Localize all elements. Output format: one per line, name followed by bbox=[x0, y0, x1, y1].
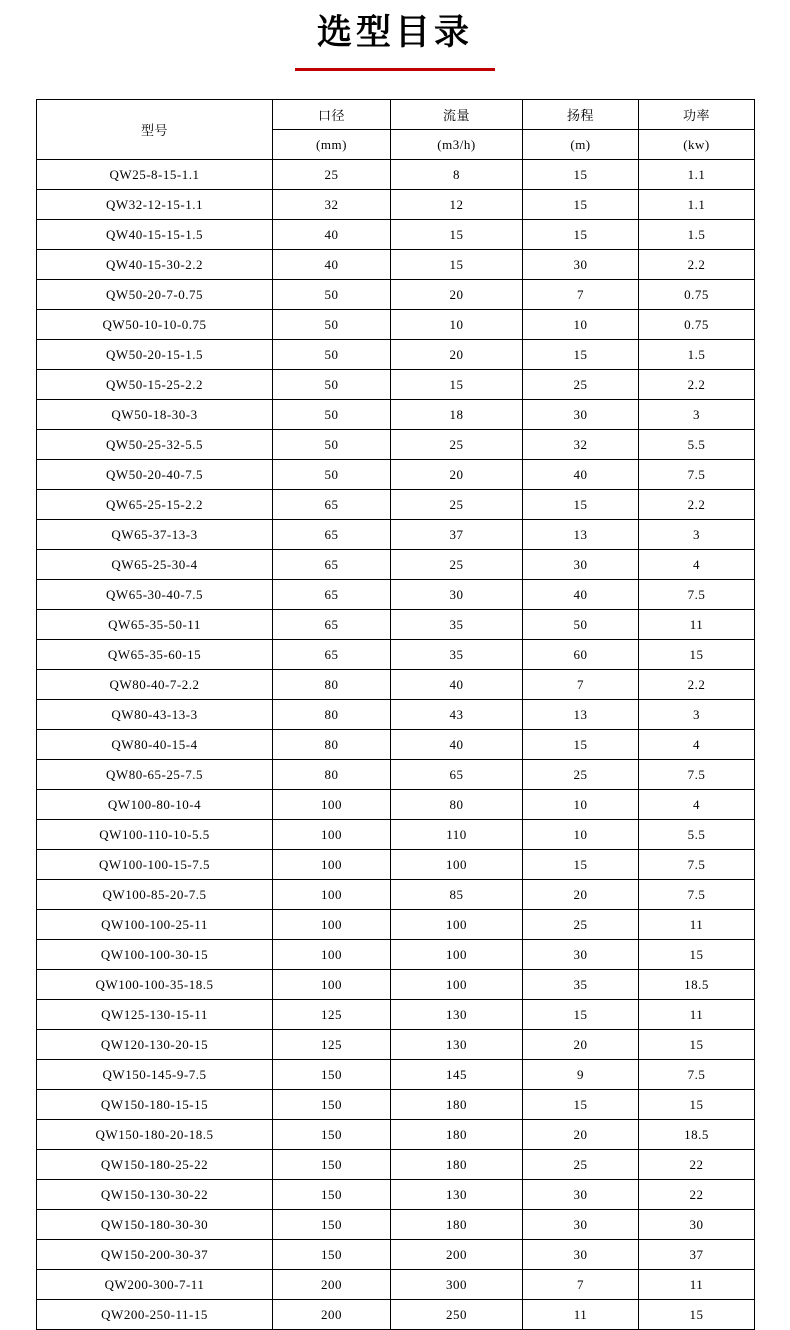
cell-power: 5.5 bbox=[639, 820, 755, 850]
table-row bbox=[37, 220, 755, 250]
cell-flow: 180 bbox=[391, 1210, 523, 1240]
table-head bbox=[37, 100, 755, 160]
cell-power: 7.5 bbox=[639, 580, 755, 610]
cell-power: 7.5 bbox=[639, 1060, 755, 1090]
cell-head: 10 bbox=[523, 820, 639, 850]
cell-flow: 100 bbox=[391, 850, 523, 880]
cell-bore: 65 bbox=[273, 490, 391, 520]
cell-flow: 130 bbox=[391, 1180, 523, 1210]
cell-head: 15 bbox=[523, 190, 639, 220]
cell-power: 11 bbox=[639, 910, 755, 940]
cell-flow: 65 bbox=[391, 760, 523, 790]
table-row bbox=[37, 940, 755, 970]
cell-flow: 20 bbox=[391, 280, 523, 310]
cell-flow: 80 bbox=[391, 790, 523, 820]
cell-power: 11 bbox=[639, 1270, 755, 1300]
cell-model: QW200-300-7-11 bbox=[37, 1270, 273, 1300]
cell-model: QW100-80-10-4 bbox=[37, 790, 273, 820]
cell-model: QW50-20-40-7.5 bbox=[37, 460, 273, 490]
cell-head: 20 bbox=[523, 1030, 639, 1060]
cell-model: QW80-65-25-7.5 bbox=[37, 760, 273, 790]
cell-power: 1.5 bbox=[639, 220, 755, 250]
cell-flow: 180 bbox=[391, 1120, 523, 1150]
cell-bore: 125 bbox=[273, 1030, 391, 1060]
cell-model: QW50-20-7-0.75 bbox=[37, 280, 273, 310]
cell-head: 30 bbox=[523, 400, 639, 430]
cell-flow: 15 bbox=[391, 220, 523, 250]
table-row bbox=[37, 1270, 755, 1300]
cell-power: 15 bbox=[639, 940, 755, 970]
cell-flow: 110 bbox=[391, 820, 523, 850]
cell-head: 7 bbox=[523, 280, 639, 310]
cell-power: 1.1 bbox=[639, 160, 755, 190]
cell-head: 30 bbox=[523, 550, 639, 580]
cell-flow: 15 bbox=[391, 250, 523, 280]
cell-power: 2.2 bbox=[639, 370, 755, 400]
table-row bbox=[37, 580, 755, 610]
table-row bbox=[37, 160, 755, 190]
cell-model: QW100-100-35-18.5 bbox=[37, 970, 273, 1000]
cell-head: 35 bbox=[523, 970, 639, 1000]
cell-power: 18.5 bbox=[639, 1120, 755, 1150]
cell-model: QW125-130-15-11 bbox=[37, 1000, 273, 1030]
cell-head: 15 bbox=[523, 850, 639, 880]
cell-model: QW50-18-30-3 bbox=[37, 400, 273, 430]
cell-flow: 25 bbox=[391, 490, 523, 520]
column-unit-head: (m) bbox=[523, 130, 639, 160]
cell-bore: 150 bbox=[273, 1150, 391, 1180]
table-row bbox=[37, 190, 755, 220]
cell-model: QW40-15-30-2.2 bbox=[37, 250, 273, 280]
cell-head: 40 bbox=[523, 580, 639, 610]
table-body bbox=[37, 160, 755, 1330]
cell-flow: 100 bbox=[391, 940, 523, 970]
cell-head: 30 bbox=[523, 250, 639, 280]
cell-model: QW40-15-15-1.5 bbox=[37, 220, 273, 250]
cell-flow: 35 bbox=[391, 640, 523, 670]
cell-bore: 100 bbox=[273, 880, 391, 910]
table-row bbox=[37, 820, 755, 850]
cell-bore: 80 bbox=[273, 730, 391, 760]
cell-head: 30 bbox=[523, 1240, 639, 1270]
cell-model: QW150-145-9-7.5 bbox=[37, 1060, 273, 1090]
cell-head: 15 bbox=[523, 730, 639, 760]
cell-model: QW50-20-15-1.5 bbox=[37, 340, 273, 370]
cell-bore: 100 bbox=[273, 940, 391, 970]
cell-power: 15 bbox=[639, 640, 755, 670]
cell-power: 0.75 bbox=[639, 280, 755, 310]
column-unit-flow: (m3/h) bbox=[391, 130, 523, 160]
cell-power: 22 bbox=[639, 1150, 755, 1180]
cell-bore: 50 bbox=[273, 310, 391, 340]
specification-table bbox=[36, 99, 755, 1330]
cell-head: 30 bbox=[523, 1210, 639, 1240]
table-row bbox=[37, 400, 755, 430]
cell-flow: 25 bbox=[391, 550, 523, 580]
cell-bore: 150 bbox=[273, 1240, 391, 1270]
cell-flow: 15 bbox=[391, 370, 523, 400]
cell-model: QW100-110-10-5.5 bbox=[37, 820, 273, 850]
cell-model: QW50-25-32-5.5 bbox=[37, 430, 273, 460]
table-row bbox=[37, 730, 755, 760]
table-row bbox=[37, 880, 755, 910]
cell-power: 3 bbox=[639, 400, 755, 430]
table-row bbox=[37, 1030, 755, 1060]
cell-head: 20 bbox=[523, 880, 639, 910]
cell-flow: 12 bbox=[391, 190, 523, 220]
table-row bbox=[37, 790, 755, 820]
column-header-flow: 流量 bbox=[391, 100, 523, 130]
cell-flow: 100 bbox=[391, 970, 523, 1000]
cell-model: QW65-25-30-4 bbox=[37, 550, 273, 580]
cell-bore: 65 bbox=[273, 550, 391, 580]
cell-power: 15 bbox=[639, 1090, 755, 1120]
cell-bore: 100 bbox=[273, 820, 391, 850]
column-header-bore: 口径 bbox=[273, 100, 391, 130]
cell-bore: 50 bbox=[273, 370, 391, 400]
cell-model: QW120-130-20-15 bbox=[37, 1030, 273, 1060]
cell-flow: 250 bbox=[391, 1300, 523, 1330]
cell-head: 20 bbox=[523, 1120, 639, 1150]
cell-power: 3 bbox=[639, 520, 755, 550]
cell-model: QW100-100-25-11 bbox=[37, 910, 273, 940]
table-row bbox=[37, 1300, 755, 1330]
cell-model: QW80-43-13-3 bbox=[37, 700, 273, 730]
cell-bore: 150 bbox=[273, 1120, 391, 1150]
cell-head: 30 bbox=[523, 940, 639, 970]
cell-bore: 200 bbox=[273, 1300, 391, 1330]
cell-head: 32 bbox=[523, 430, 639, 460]
table-row bbox=[37, 760, 755, 790]
table-row bbox=[37, 550, 755, 580]
cell-flow: 180 bbox=[391, 1150, 523, 1180]
cell-bore: 150 bbox=[273, 1180, 391, 1210]
spec-table-wrap bbox=[36, 99, 754, 1330]
cell-head: 15 bbox=[523, 490, 639, 520]
cell-flow: 18 bbox=[391, 400, 523, 430]
column-unit-bore: (mm) bbox=[273, 130, 391, 160]
table-row bbox=[37, 610, 755, 640]
cell-head: 13 bbox=[523, 520, 639, 550]
cell-flow: 43 bbox=[391, 700, 523, 730]
title-underline-rule bbox=[295, 68, 495, 71]
cell-bore: 100 bbox=[273, 910, 391, 940]
table-row bbox=[37, 670, 755, 700]
cell-bore: 65 bbox=[273, 610, 391, 640]
cell-model: QW100-100-15-7.5 bbox=[37, 850, 273, 880]
cell-model: QW65-30-40-7.5 bbox=[37, 580, 273, 610]
cell-flow: 30 bbox=[391, 580, 523, 610]
cell-power: 22 bbox=[639, 1180, 755, 1210]
cell-model: QW80-40-15-4 bbox=[37, 730, 273, 760]
table-row bbox=[37, 1120, 755, 1150]
cell-flow: 40 bbox=[391, 730, 523, 760]
table-header-row bbox=[37, 100, 755, 130]
cell-model: QW50-10-10-0.75 bbox=[37, 310, 273, 340]
cell-power: 7.5 bbox=[639, 850, 755, 880]
cell-model: QW150-180-30-30 bbox=[37, 1210, 273, 1240]
cell-head: 25 bbox=[523, 1150, 639, 1180]
table-row bbox=[37, 910, 755, 940]
table-row bbox=[37, 250, 755, 280]
title-block bbox=[0, 0, 790, 71]
cell-bore: 150 bbox=[273, 1210, 391, 1240]
cell-head: 25 bbox=[523, 760, 639, 790]
table-row bbox=[37, 640, 755, 670]
cell-head: 15 bbox=[523, 160, 639, 190]
cell-model: QW65-35-60-15 bbox=[37, 640, 273, 670]
table-row bbox=[37, 1240, 755, 1270]
cell-head: 15 bbox=[523, 1090, 639, 1120]
cell-head: 30 bbox=[523, 1180, 639, 1210]
cell-flow: 25 bbox=[391, 430, 523, 460]
cell-power: 15 bbox=[639, 1030, 755, 1060]
cell-bore: 150 bbox=[273, 1090, 391, 1120]
cell-power: 7.5 bbox=[639, 760, 755, 790]
cell-flow: 145 bbox=[391, 1060, 523, 1090]
cell-power: 18.5 bbox=[639, 970, 755, 1000]
cell-power: 37 bbox=[639, 1240, 755, 1270]
table-row bbox=[37, 370, 755, 400]
cell-head: 13 bbox=[523, 700, 639, 730]
cell-bore: 80 bbox=[273, 760, 391, 790]
cell-bore: 25 bbox=[273, 160, 391, 190]
cell-power: 2.2 bbox=[639, 490, 755, 520]
cell-flow: 35 bbox=[391, 610, 523, 640]
table-row bbox=[37, 1180, 755, 1210]
cell-bore: 150 bbox=[273, 1060, 391, 1090]
cell-power: 11 bbox=[639, 1000, 755, 1030]
cell-power: 4 bbox=[639, 790, 755, 820]
cell-head: 9 bbox=[523, 1060, 639, 1090]
cell-power: 0.75 bbox=[639, 310, 755, 340]
column-unit-power: (kw) bbox=[639, 130, 755, 160]
table-row bbox=[37, 1210, 755, 1240]
cell-bore: 200 bbox=[273, 1270, 391, 1300]
cell-model: QW150-180-15-15 bbox=[37, 1090, 273, 1120]
cell-power: 3 bbox=[639, 700, 755, 730]
cell-power: 1.1 bbox=[639, 190, 755, 220]
cell-bore: 50 bbox=[273, 340, 391, 370]
cell-bore: 80 bbox=[273, 670, 391, 700]
cell-power: 4 bbox=[639, 730, 755, 760]
cell-flow: 37 bbox=[391, 520, 523, 550]
cell-power: 7.5 bbox=[639, 460, 755, 490]
table-row bbox=[37, 700, 755, 730]
cell-model: QW200-250-11-15 bbox=[37, 1300, 273, 1330]
cell-model: QW100-85-20-7.5 bbox=[37, 880, 273, 910]
cell-head: 7 bbox=[523, 1270, 639, 1300]
cell-model: QW25-8-15-1.1 bbox=[37, 160, 273, 190]
cell-head: 15 bbox=[523, 1000, 639, 1030]
cell-head: 10 bbox=[523, 790, 639, 820]
column-header-power: 功率 bbox=[639, 100, 755, 130]
cell-model: QW150-180-25-22 bbox=[37, 1150, 273, 1180]
cell-flow: 300 bbox=[391, 1270, 523, 1300]
cell-flow: 180 bbox=[391, 1090, 523, 1120]
cell-flow: 10 bbox=[391, 310, 523, 340]
cell-flow: 20 bbox=[391, 460, 523, 490]
cell-power: 1.5 bbox=[639, 340, 755, 370]
cell-bore: 80 bbox=[273, 700, 391, 730]
cell-model: QW32-12-15-1.1 bbox=[37, 190, 273, 220]
table-row bbox=[37, 490, 755, 520]
cell-model: QW150-200-30-37 bbox=[37, 1240, 273, 1270]
cell-head: 7 bbox=[523, 670, 639, 700]
table-row bbox=[37, 310, 755, 340]
cell-flow: 85 bbox=[391, 880, 523, 910]
cell-flow: 130 bbox=[391, 1030, 523, 1060]
cell-head: 25 bbox=[523, 370, 639, 400]
cell-bore: 50 bbox=[273, 400, 391, 430]
cell-model: QW65-25-15-2.2 bbox=[37, 490, 273, 520]
cell-bore: 100 bbox=[273, 790, 391, 820]
cell-model: QW150-130-30-22 bbox=[37, 1180, 273, 1210]
cell-power: 7.5 bbox=[639, 880, 755, 910]
cell-head: 10 bbox=[523, 310, 639, 340]
cell-bore: 50 bbox=[273, 460, 391, 490]
cell-bore: 100 bbox=[273, 850, 391, 880]
cell-bore: 65 bbox=[273, 580, 391, 610]
cell-head: 60 bbox=[523, 640, 639, 670]
table-row bbox=[37, 970, 755, 1000]
table-row bbox=[37, 430, 755, 460]
table-row bbox=[37, 280, 755, 310]
cell-power: 4 bbox=[639, 550, 755, 580]
cell-bore: 50 bbox=[273, 430, 391, 460]
cell-flow: 20 bbox=[391, 340, 523, 370]
cell-power: 2.2 bbox=[639, 670, 755, 700]
cell-power: 2.2 bbox=[639, 250, 755, 280]
cell-power: 30 bbox=[639, 1210, 755, 1240]
cell-head: 11 bbox=[523, 1300, 639, 1330]
table-row bbox=[37, 1000, 755, 1030]
cell-bore: 32 bbox=[273, 190, 391, 220]
cell-model: QW80-40-7-2.2 bbox=[37, 670, 273, 700]
cell-model: QW50-15-25-2.2 bbox=[37, 370, 273, 400]
table-row bbox=[37, 1090, 755, 1120]
cell-bore: 125 bbox=[273, 1000, 391, 1030]
cell-model: QW65-37-13-3 bbox=[37, 520, 273, 550]
cell-bore: 40 bbox=[273, 250, 391, 280]
cell-flow: 8 bbox=[391, 160, 523, 190]
cell-model: QW150-180-20-18.5 bbox=[37, 1120, 273, 1150]
table-row bbox=[37, 850, 755, 880]
column-header-model: 型号 bbox=[37, 100, 273, 160]
cell-flow: 100 bbox=[391, 910, 523, 940]
cell-bore: 65 bbox=[273, 640, 391, 670]
cell-bore: 50 bbox=[273, 280, 391, 310]
cell-power: 5.5 bbox=[639, 430, 755, 460]
table-row bbox=[37, 340, 755, 370]
cell-bore: 65 bbox=[273, 520, 391, 550]
cell-model: QW65-35-50-11 bbox=[37, 610, 273, 640]
cell-bore: 100 bbox=[273, 970, 391, 1000]
cell-head: 15 bbox=[523, 220, 639, 250]
cell-power: 15 bbox=[639, 1300, 755, 1330]
cell-head: 25 bbox=[523, 910, 639, 940]
cell-head: 50 bbox=[523, 610, 639, 640]
table-row bbox=[37, 1150, 755, 1180]
cell-head: 15 bbox=[523, 340, 639, 370]
page-title: 选型目录 bbox=[316, 13, 473, 53]
cell-flow: 200 bbox=[391, 1240, 523, 1270]
cell-model: QW100-100-30-15 bbox=[37, 940, 273, 970]
cell-bore: 40 bbox=[273, 220, 391, 250]
cell-power: 11 bbox=[639, 610, 755, 640]
table-row bbox=[37, 1060, 755, 1090]
cell-head: 40 bbox=[523, 460, 639, 490]
table-row bbox=[37, 520, 755, 550]
cell-flow: 40 bbox=[391, 670, 523, 700]
column-header-head: 扬程 bbox=[523, 100, 639, 130]
table-row bbox=[37, 460, 755, 490]
cell-flow: 130 bbox=[391, 1000, 523, 1030]
